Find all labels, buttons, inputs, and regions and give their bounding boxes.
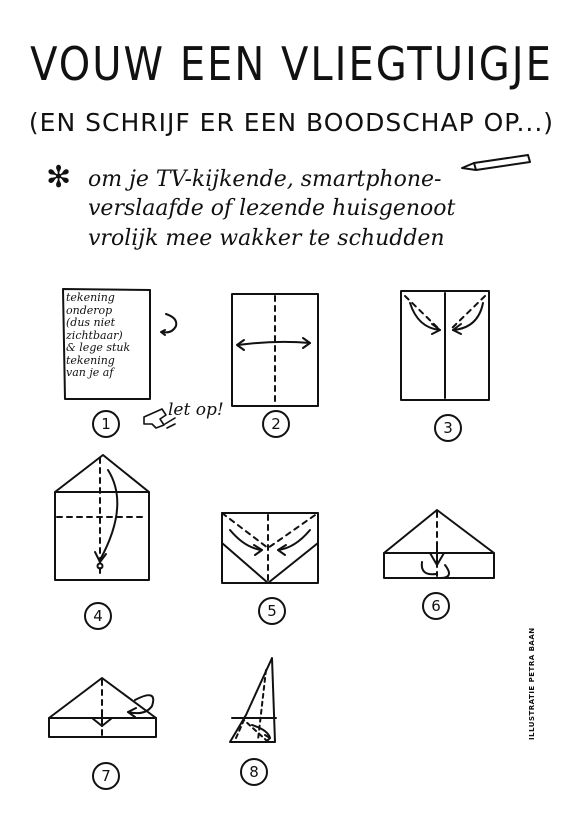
step5-sheet: [222, 513, 318, 583]
step-number-8: 8: [240, 758, 268, 786]
step4-sheet: [55, 455, 149, 580]
step6-sheet: [384, 510, 494, 578]
step2-sheet: [232, 294, 318, 406]
step-number-3: 3: [434, 414, 462, 442]
pencil-icon: [462, 155, 530, 170]
page-title: VOUW EEN VLIEGTUIGJE: [30, 38, 553, 92]
step-number-7: 7: [92, 762, 120, 790]
step7-sheet: [49, 678, 156, 737]
subtext-line-1: om je TV-kijkende, smartphone-: [88, 167, 442, 192]
step-number-6: 6: [422, 592, 450, 620]
step-number-2: 2: [262, 410, 290, 438]
step-number-4: 4: [84, 602, 112, 630]
step-number-1: 1: [92, 410, 120, 438]
page-subtitle: (EN SCHRIJF ER EEN BOODSCHAP OP...): [28, 108, 555, 137]
let-op-label: let op!: [168, 400, 224, 420]
subtext-line-3: vrolijk mee wakker te schudden: [88, 226, 445, 251]
step3-sheet: [401, 291, 489, 400]
asterisk-star-icon: ✻: [46, 160, 72, 195]
subtext-line-2: verslaafde of lezende huisgenoot: [88, 196, 456, 221]
step-number-5: 5: [258, 597, 286, 625]
step1-note: tekening onderop (dus niet zichtbaar) & lege stuk tekening van je af: [66, 291, 131, 379]
step8-sheet: [230, 658, 276, 742]
illustration-credit: ILLUSTRATIE PETRA BAAN: [528, 627, 536, 740]
